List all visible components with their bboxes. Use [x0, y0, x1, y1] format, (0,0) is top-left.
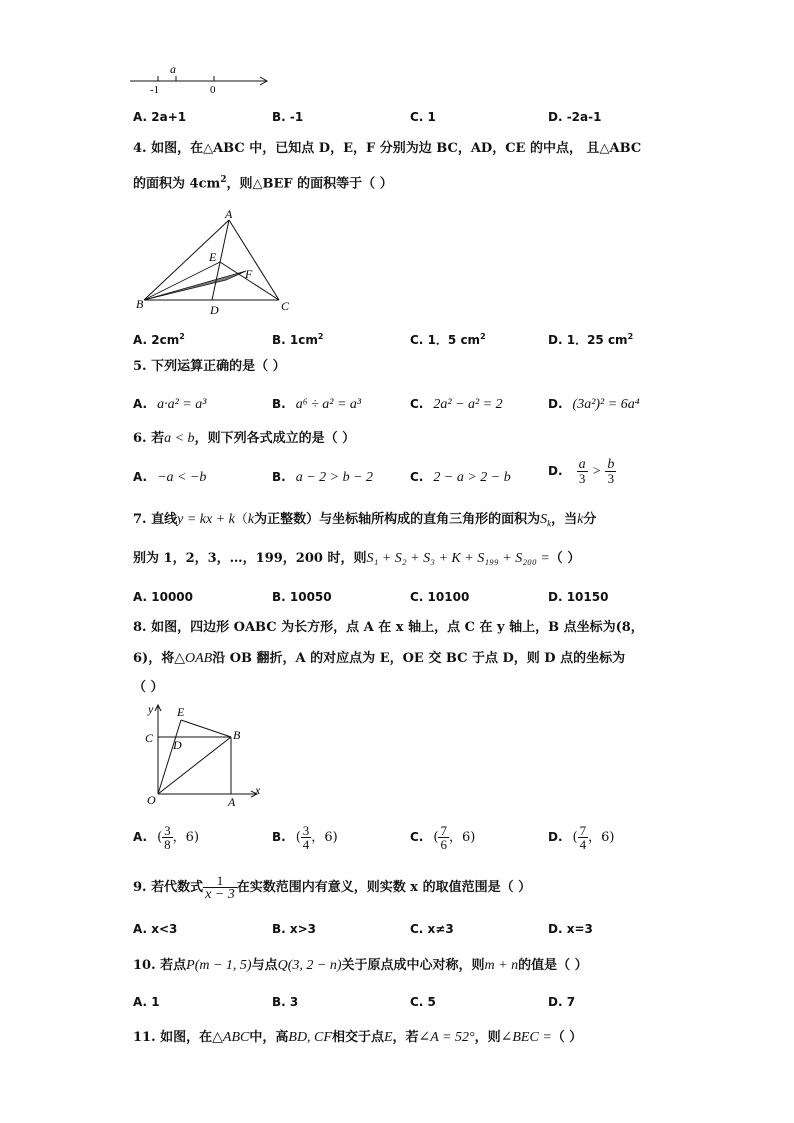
q6-option-b[interactable]: B. a − 2 > b − 2 [272, 470, 374, 485]
q8-stem-line1: 8. 如图，四边形 OABC 为长方形，点 A 在 x 轴上，点 C 在 y 轴上，B 点坐标为(8， [133, 620, 644, 635]
q9-option-b[interactable]: B. x>3 [272, 922, 317, 936]
q9-option-d[interactable]: D. x=3 [548, 922, 593, 936]
q4-label-a: A [225, 208, 233, 221]
q4-stem-line1: 4. 如图，在△ABC 中，已知点 D，E，F 分别为边 BC，AD，CE 的中点， 且△ABC [133, 141, 642, 156]
q7-option-a[interactable]: A. 10000 [133, 590, 193, 604]
q7-stem-line2: 别为 1，2，3，…，199，200 时，则S₁ + S₂ + S₃ + K + S₁₉₉ + S₂₀₀ =（ ） [133, 551, 581, 566]
q8-option-d[interactable]: D. ( $\frac{7}{4}$ ，6) [548, 823, 615, 852]
q8-label-b: B [233, 728, 241, 742]
q4-area-text: 的面积为 4cm [133, 176, 221, 192]
q10-option-b[interactable]: B. 3 [272, 995, 299, 1009]
q10-option-a[interactable]: A. 1 [133, 995, 160, 1009]
q4-option-d[interactable]: D. 1．25 $cm^2$ [548, 332, 634, 347]
q8-option-a[interactable]: A. ( $\frac{3}{8}$ ，6) [133, 823, 200, 852]
q6-options [133, 457, 753, 486]
q10-option-d[interactable]: D. 7 [548, 995, 576, 1009]
q8-stem-line3: （ ） [133, 680, 164, 695]
q4-label-f: F [245, 267, 253, 281]
q7-option-c[interactable]: C. 10100 [410, 590, 470, 604]
q6-d-frac-right: $\frac{b}{3}$ [607, 457, 615, 486]
q5-options [133, 395, 753, 413]
q5-option-d[interactable]: D. (3a²)² = 6a⁴ [548, 397, 640, 412]
q4-label-e: E [209, 250, 217, 264]
q5-option-c[interactable]: C. 2a² − a² = 2 [410, 397, 503, 412]
q5-option-b[interactable]: B. a⁶ ÷ a² = a³ [272, 397, 362, 412]
q3-option-d[interactable]: D. -2a-1 [548, 110, 602, 124]
q3-option-c[interactable]: C. 1 [410, 110, 436, 124]
q8-label-e: E [177, 705, 185, 719]
q8-option-c[interactable]: C. ( $\frac{7}{6}$ ，6) [410, 823, 476, 852]
q8-label-o: O [147, 793, 156, 807]
q6-option-a[interactable]: A. −a < −b [133, 470, 207, 485]
q10-option-c[interactable]: C. 5 [410, 995, 436, 1009]
q6-option-c[interactable]: C. 2 − a > 2 − b [410, 470, 511, 485]
q9-fraction: $\frac{1}{x - 3}$ [205, 873, 235, 902]
q3-option-a[interactable]: A. 2a+1 [133, 110, 187, 124]
q8-label-y: y [148, 702, 154, 716]
q7-options [133, 588, 753, 606]
q3-option-b[interactable]: B. -1 [272, 110, 304, 124]
numberline-zero-label: 0 [210, 84, 216, 96]
q8-label-d: D [173, 738, 182, 752]
q8-label-c: C [145, 731, 154, 745]
q8-label-a: A [228, 795, 236, 808]
q8-options [133, 823, 753, 852]
q9-stem: 9. 若代数式 $\frac{1}{x - 3}$ 在实数范围内有意义，则实数 x 的取值范围是（ ） [133, 873, 532, 902]
q8-stem-line2: 6)，将△OAB沿 OB 翻折，A 的对应点为 E，OE 交 BC 于点 D，则 D 点的坐标为 [133, 651, 626, 666]
q4-question-text: ，则△BEF 的面积等于（ ） [226, 176, 393, 192]
q6-d-frac-left: $\frac{a}{3}$ [578, 457, 586, 486]
q9-option-c[interactable]: C. x≠3 [410, 922, 454, 936]
q8-rectangle-figure [138, 700, 268, 808]
q10-stem: 10. 若点P(m − 1, 5)与点Q(3, 2 − n)关于原点成中心对称，则m + n的值是（ ） [133, 958, 588, 973]
q10-options [133, 993, 753, 1011]
q6-option-d[interactable]: D. $\frac{a}{3}$ > $\frac{b}{3}$ [548, 457, 615, 486]
q4-stem-line2 [133, 171, 393, 193]
q8-option-b[interactable]: B. ( $\frac{3}{4}$ ，6) [272, 823, 338, 852]
q4-options [133, 328, 753, 346]
q8-label-x: x [255, 783, 261, 797]
q5-option-a[interactable]: A. a·a² = a³ [133, 397, 207, 412]
q7-stem-line1: 7. 直线y = kx + k（k为正整数）与坐标轴所构成的直角三角形的面积为$S_k$，当k分 [133, 512, 597, 529]
number-line-figure [128, 60, 278, 98]
q11-stem: 11. 如图，在△ABC中，高BD, CF相交于点E，若∠A = 52°，则∠BEC =（ ） [133, 1030, 583, 1045]
q9-options [133, 920, 753, 938]
q4-option-b[interactable]: B. $1cm^2$ [272, 332, 324, 347]
q4-triangle-figure [134, 208, 304, 318]
q4-label-c: C [281, 299, 290, 313]
numberline-neg1-label: -1 [150, 84, 160, 96]
q3-options [133, 108, 753, 126]
q4-label-d: D [210, 303, 219, 317]
q4-option-a[interactable]: A. $2cm^2$ [133, 332, 185, 347]
q6-stem: 6. 若a < b，则下列各式成立的是（ ） [133, 431, 356, 446]
q7-option-b[interactable]: B. 10050 [272, 590, 332, 604]
q9-option-a[interactable]: A. x<3 [133, 922, 178, 936]
numberline-a-label: a [170, 62, 176, 76]
q4-area-sup: 2 [220, 175, 227, 185]
q5-stem: 5. 下列运算正确的是（ ） [133, 359, 286, 374]
q4-label-b: B [136, 297, 144, 311]
q7-option-d[interactable]: D. 10150 [548, 590, 609, 604]
q4-option-c[interactable]: C. 1．5 $cm^2$ [410, 332, 486, 347]
